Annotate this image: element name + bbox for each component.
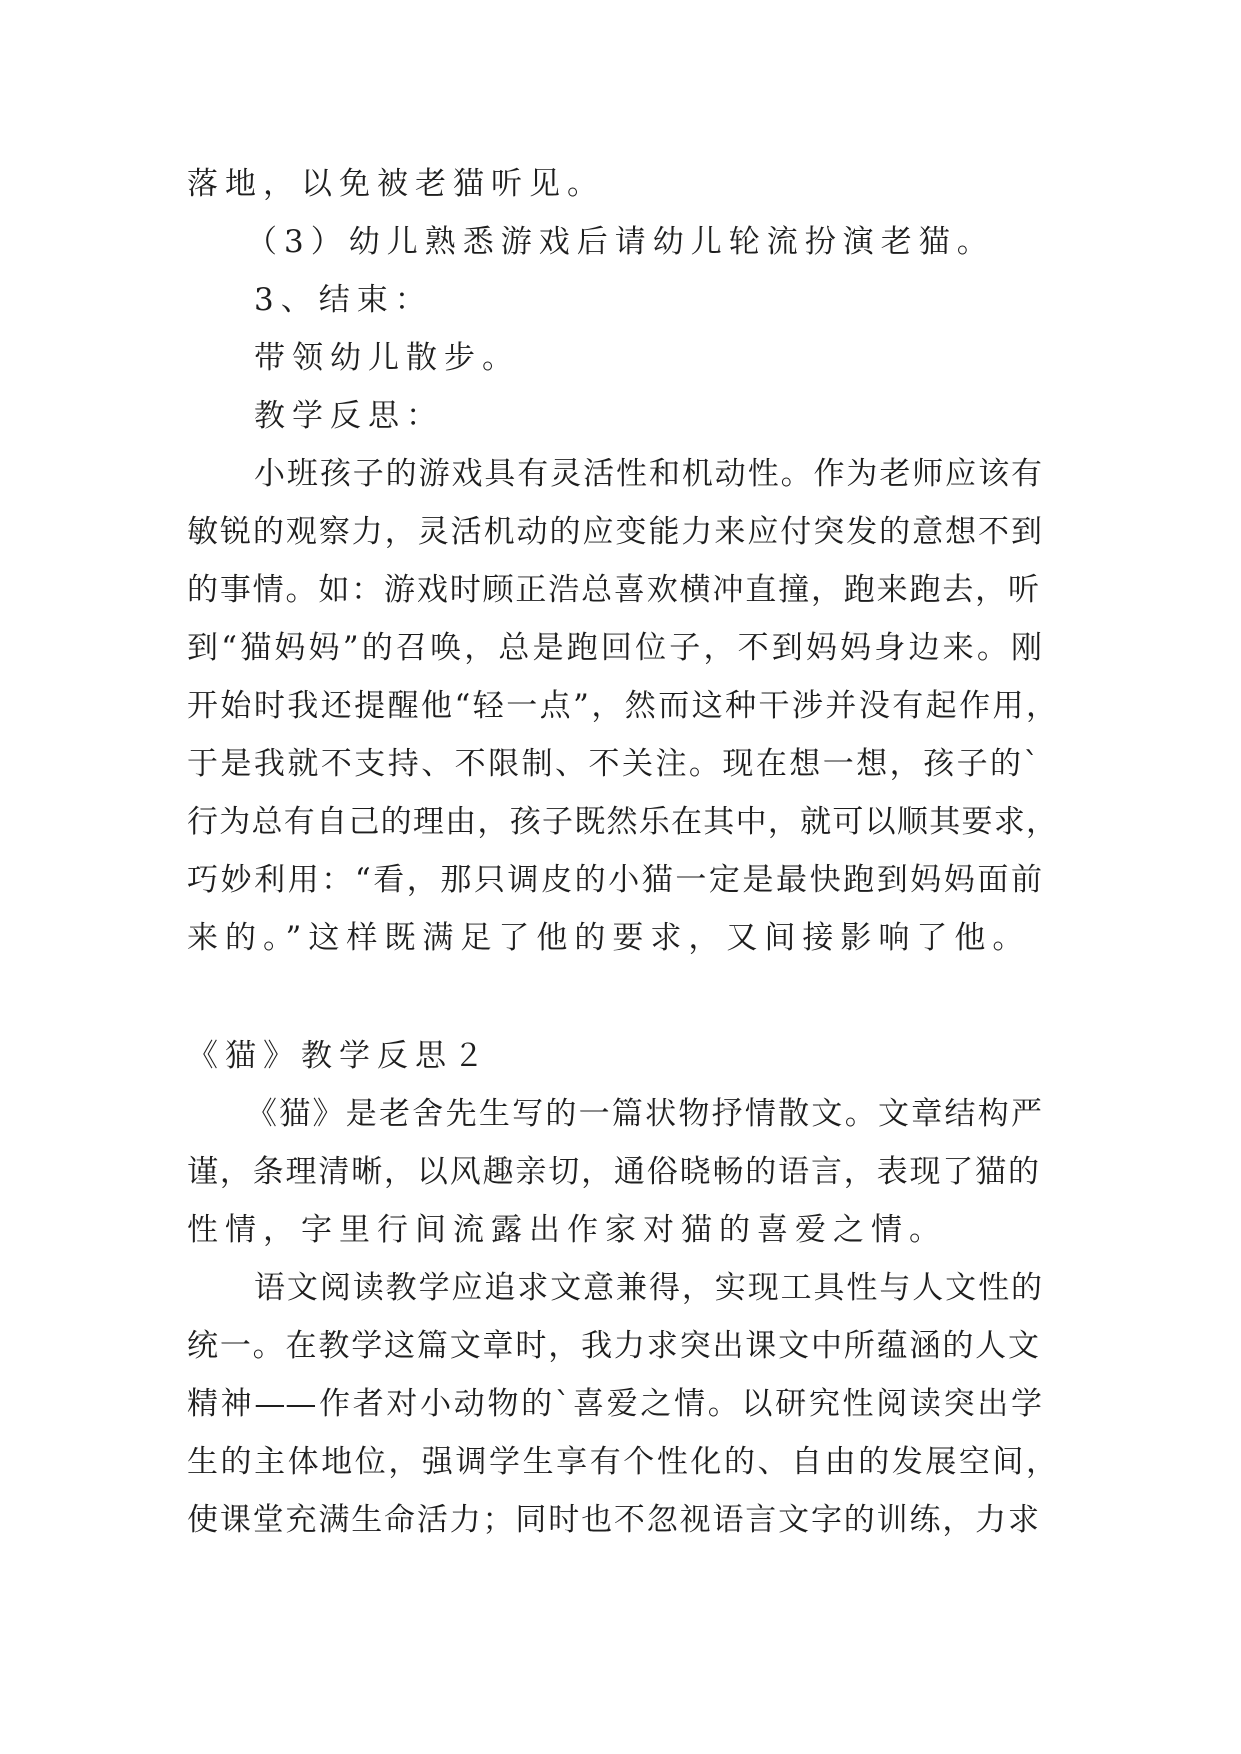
text-line: 落地，以免被老猫听见。 xyxy=(187,166,605,202)
text-line: 性情，字里行间流露出作家对猫的喜爱之情。 xyxy=(187,1212,947,1248)
text-line: 行为总有自己的理由，孩子既然乐在其中，就可以顺其要求， xyxy=(187,804,1057,840)
text-line: 的事情。如：游戏时顾正浩总喜欢横冲直撞，跑来跑去，听 xyxy=(187,572,1039,608)
section-heading: 《猫》教学反思２ xyxy=(187,1038,491,1074)
text-line: 敏锐的观察力，灵活机动的应变能力来应付突发的意想不到 xyxy=(187,514,1042,550)
text-line: 来的。”这样既满足了他的要求，又间接影响了他。 xyxy=(187,920,1031,956)
text-line: 教学反思： xyxy=(254,398,444,434)
text-line: 生的主体地位，强调学生享有个性化的、自由的发展空间， xyxy=(187,1444,1057,1480)
text-line: 开始时我还提醒他“轻一点”，然而这种干涉并没有起作用， xyxy=(187,688,1057,724)
text-line: 谨，条理清晰，以风趣亲切，通俗晓畅的语言，表现了猫的 xyxy=(187,1154,1039,1190)
text-line: 精神——作者对小动物的`喜爱之情。以研究性阅读突出学 xyxy=(187,1386,1042,1422)
text-line: 带领幼儿散步。 xyxy=(254,340,520,376)
text-line: 使课堂充满生命活力；同时也不忽视语言文字的训练，力求 xyxy=(187,1502,1039,1538)
text-line: 巧妙利用：“看，那只调皮的小猫一定是最快跑到妈妈面前 xyxy=(187,862,1042,898)
text-line: 语文阅读教学应追求文意兼得，实现工具性与人文性的 xyxy=(254,1270,1042,1306)
text-line: 于是我就不支持、不限制、不关注。现在想一想，孩子的` xyxy=(187,746,1039,782)
text-line: 3、结束： xyxy=(254,282,433,318)
text-line: 《猫》是老舍先生写的一篇状物抒情散文。文章结构严 xyxy=(246,1096,1042,1132)
text-line: 到“猫妈妈”的召唤，总是跑回位子，不到妈妈身边来。刚 xyxy=(187,630,1042,666)
text-line: 统一。在教学这篇文章时，我力求突出课文中所蕴涵的人文 xyxy=(187,1328,1039,1364)
text-line: 小班孩子的游戏具有灵活性和机动性。作为老师应该有 xyxy=(254,456,1042,492)
text-line: （3）幼儿熟悉游戏后请幼儿轮流扮演老猫。 xyxy=(246,224,995,260)
